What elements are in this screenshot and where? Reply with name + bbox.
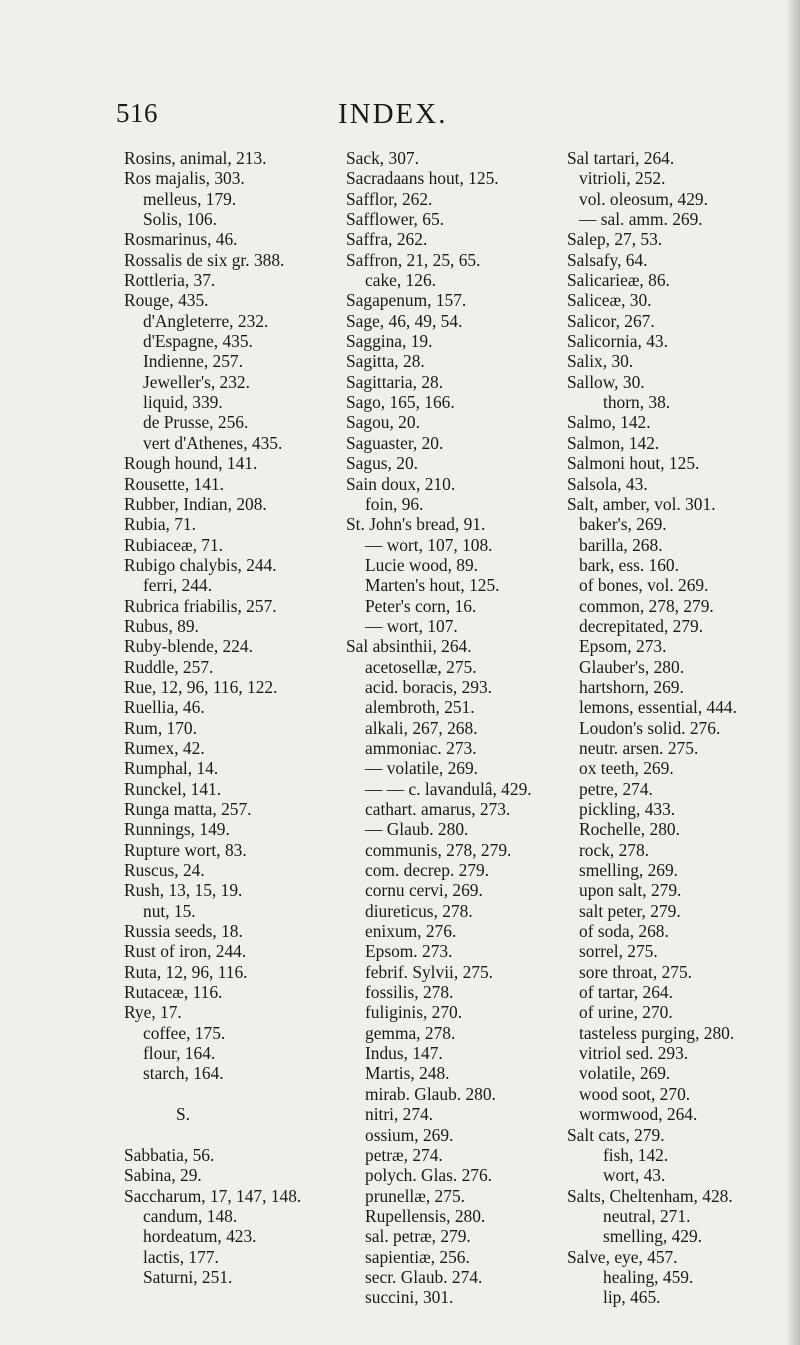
index-subentry: wort, 43. [603,1165,666,1186]
index-column-2 [346,148,566,1308]
index-subentry: succini, 301. [365,1287,454,1308]
index-subentry: liquid, 339. [143,392,223,413]
index-subentry: petre, 274. [579,778,653,799]
index-subentry: de Prusse, 256. [143,412,249,433]
index-entry: Sallow, 30. [567,371,645,392]
index-subentry: diureticus, 278. [365,900,473,921]
index-entry: St. John's bread, 91. [346,514,486,535]
index-subentry: Loudon's solid. 276. [579,717,721,738]
index-entry: Ruta, 12, 96, 116. [124,961,248,982]
index-subentry: thorn, 38. [603,392,671,413]
index-subentry: of bones, vol. 269. [579,575,709,596]
index-subentry: polych. Glas. 276. [365,1165,493,1186]
index-subentry: prunellæ, 275. [365,1185,465,1206]
index-subentry: nitri, 274. [365,1104,434,1125]
index-entry: Rubus, 89. [124,615,199,636]
index-subentry: Peter's corn, 16. [365,595,477,616]
index-entry: Rosins, animal, 213. [124,148,267,168]
index-entry: Rousette, 141. [124,473,224,494]
index-entry: Sal tartari, 264. [567,148,675,168]
index-subentry: common, 278, 279. [579,595,714,616]
index-entry: Salsafy, 64. [567,249,648,270]
index-entry: Sabina, 29. [124,1165,202,1186]
index-entry: Salve, eye, 457. [567,1246,678,1267]
index-subentry: barilla, 268. [579,534,663,555]
index-entry: Sagittaria, 28. [346,371,444,392]
index-entry: Saliceæ, 30. [567,290,652,311]
index-subentry: — wort, 107. [365,615,458,636]
index-subentry: upon salt, 279. [579,880,682,901]
index-subentry: volatile, 269. [579,1063,671,1084]
index-subentry: alkali, 267, 268. [365,717,478,738]
index-subentry: d'Angleterre, 232. [143,310,269,331]
index-entry: Salicor, 267. [567,310,655,331]
index-entry: Safflower, 65. [346,209,444,230]
index-subentry: Jeweller's, 232. [143,371,250,392]
index-subentry: — Glaub. 280. [365,819,469,840]
index-entry: Sagitta, 28. [346,351,425,372]
index-subentry: Epsom. 273. [365,941,453,962]
index-entry: Sacradaans hout, 125. [346,168,499,189]
index-entry: Saccharum, 17, 147, 148. [124,1185,302,1206]
index-entry: Saffron, 21, 25, 65. [346,249,481,270]
index-subentry: decrepitated, 279. [579,615,704,636]
index-subentry: lactis, 177. [143,1246,219,1267]
index-subentry: rock, 278. [579,839,650,860]
index-subentry: melleus, 179. [143,188,237,209]
index-subentry: d'Espagne, 435. [143,331,253,352]
index-subentry: — — c. lavandulâ, 429. [365,778,532,799]
index-entry: Sack, 307. [346,148,419,168]
index-entry: Salep, 27, 53. [567,229,663,250]
index-entry: Rumex, 42. [124,737,205,758]
index-entry: Rottleria, 37. [124,270,216,291]
index-subentry: sal. petræ, 279. [365,1226,471,1247]
index-entry: Runga matta, 257. [124,799,252,819]
index-subentry: cornu cervi, 269. [365,880,483,901]
index-subentry: petræ, 274. [365,1144,443,1165]
index-entry: Rossalis de six gr. 388. [124,249,285,270]
index-entry: Rubia, 71. [124,514,196,535]
index-entry: Sago, 165, 166. [346,392,455,413]
index-subentry: coffee, 175. [143,1022,226,1043]
index-entry: Rust of iron, 244. [124,941,247,962]
index-entry: Saggina, 19. [346,331,433,352]
index-subentry: hordeatum, 423. [143,1226,257,1247]
index-entry: Ruscus, 24. [124,860,205,881]
index-subentry: Indus, 147. [365,1043,443,1064]
index-subentry: starch, 164. [143,1063,224,1084]
index-entry: Russia seeds, 18. [124,921,243,942]
index-entry: Sal absinthii, 264. [346,636,472,657]
index-subentry: gemma, 278. [365,1022,456,1043]
index-subentry: foin, 96. [365,493,424,514]
index-subentry: — wort, 107, 108. [365,534,493,555]
page-binding-shadow [786,0,800,1345]
index-entry: Rubiaceæ, 71. [124,534,224,555]
index-subentry: — volatile, 269. [365,758,479,779]
index-entry: Rutaceæ, 116. [124,982,223,1003]
index-entry: Rue, 12, 96, 116, 122. [124,676,278,697]
index-subentry: smelling, 269. [579,860,679,881]
index-entry: Runnings, 149. [124,819,230,840]
blank-line [124,1084,339,1104]
index-entry: Sagus, 20. [346,453,418,474]
index-entry: Rouge, 435. [124,290,209,311]
index-subentry: flour, 164. [143,1043,216,1064]
index-subentry: of soda, 268. [579,921,669,942]
index-subentry: ox teeth, 269. [579,758,674,779]
index-entry: Ros majalis, 303. [124,168,245,189]
index-entry: Runckel, 141. [124,778,222,799]
index-subentry: salt peter, 279. [579,900,681,921]
index-entry: Salmo, 142. [567,412,651,433]
index-subentry: acetosellæ, 275. [365,656,477,677]
index-subentry: alembroth, 251. [365,697,475,718]
index-entry: Sagapenum, 157. [346,290,467,311]
section-letter: S. [176,1104,191,1125]
index-subentry: acid. boracis, 293. [365,676,493,697]
index-subentry: vert d'Athenes, 435. [143,432,283,453]
index-subentry: febrif. Sylvii, 275. [365,961,494,982]
index-entry: Rush, 13, 15, 19. [124,880,243,901]
index-subentry: fish, 142. [603,1144,669,1165]
index-entry: Saffra, 262. [346,229,428,250]
index-subentry: fuliginis, 270. [365,1002,463,1023]
index-subentry: secr. Glaub. 274. [365,1266,483,1287]
index-entry: Salicornia, 43. [567,331,668,352]
index-subentry: enixum, 276. [365,921,457,942]
index-entry: Ruby-blende, 224. [124,636,253,657]
index-subentry: Glauber's, 280. [579,656,685,677]
index-subentry: Rupellensis, 280. [365,1205,486,1226]
index-subentry: Rochelle, 280. [579,819,680,840]
index-subentry: Martis, 248. [365,1063,450,1084]
index-entry: Safflor, 262. [346,188,433,209]
index-column-1 [124,148,339,1287]
index-subentry: lemons, essential, 444. [579,697,737,718]
index-subentry: Marten's hout, 125. [365,575,500,596]
index-subentry: neutral, 271. [603,1205,691,1226]
index-subentry: of tartar, 264. [579,982,673,1003]
index-subentry: hartshorn, 269. [579,676,684,697]
index-subentry: neutr. arsen. 275. [579,737,699,758]
index-subentry: baker's, 269. [579,514,667,535]
index-subentry: Solis, 106. [143,209,217,230]
index-entry: Salt cats, 279. [567,1124,665,1145]
index-subentry: — sal. amm. 269. [579,209,703,230]
index-subentry: bark, ess. 160. [579,554,679,575]
index-subentry: com. decrep. 279. [365,860,490,881]
index-entry: Rough hound, 141. [124,453,258,474]
index-subentry: communis, 278, 279. [365,839,512,860]
index-subentry: sore throat, 275. [579,961,693,982]
index-entry: Salsola, 43. [567,473,648,494]
index-subentry: wood soot, 270. [579,1083,691,1104]
index-subentry: Epsom, 273. [579,636,667,657]
index-entry: Ruddle, 257. [124,656,214,677]
index-subentry: ossium, 269. [365,1124,454,1145]
index-entry: Rubigo chalybis, 244. [124,554,277,575]
index-entry: Rubber, Indian, 208. [124,493,267,514]
index-entry: Sain doux, 210. [346,473,456,494]
index-entry: Rubrica friabilis, 257. [124,595,277,616]
index-subentry: nut, 15. [143,900,196,921]
index-subentry: Indienne, 257. [143,351,243,372]
index-subentry: sapientiæ, 256. [365,1246,470,1267]
index-entry: Salicarieæ, 86. [567,270,670,291]
index-entry: Rumphal, 14. [124,758,219,779]
index-subentry: cake, 126. [365,270,436,291]
index-subentry: of urine, 270. [579,1002,673,1023]
index-subentry: Lucie wood, 89. [365,554,479,575]
index-subentry: ferri, 244. [143,575,213,596]
running-head-title: INDEX. [338,98,448,130]
index-subentry: tasteless purging, 280. [579,1022,735,1043]
index-subentry: mirab. Glaub. 280. [365,1083,496,1104]
index-subentry: fossilis, 278. [365,982,454,1003]
index-subentry: pickling, 433. [579,799,676,819]
index-subentry: vitrioli, 252. [579,168,666,189]
index-subentry: ammoniac. 273. [365,737,477,758]
index-subentry: sorrel, 275. [579,941,658,962]
index-column-3 [567,148,793,1308]
index-subentry: lip, 465. [603,1287,661,1308]
index-entry: Rupture wort, 83. [124,839,247,860]
index-entry: Salix, 30. [567,351,634,372]
index-entry: Salt, amber, vol. 301. [567,493,716,514]
index-entry: Rosmarinus, 46. [124,229,238,250]
index-entry: Sage, 46, 49, 54. [346,310,463,331]
index-entry: Sabbatia, 56. [124,1144,215,1165]
index-entry: Rye, 17. [124,1002,182,1023]
index-subentry: vol. oleosum, 429. [579,188,708,209]
index-entry: Salmon, 142. [567,432,660,453]
index-subentry: vitriol sed. 293. [579,1043,689,1064]
index-subentry: healing, 459. [603,1266,694,1287]
index-entry: Salts, Cheltenham, 428. [567,1185,733,1206]
blank-line [124,1125,339,1145]
page-number: 516 [116,98,158,128]
index-subentry: smelling, 429. [603,1226,703,1247]
index-entry: Rum, 170. [124,717,197,738]
index-subentry: candum, 148. [143,1205,238,1226]
index-subentry: cathart. amarus, 273. [365,799,511,819]
index-subentry: Saturni, 251. [143,1266,233,1287]
index-entry: Ruellia, 46. [124,697,205,718]
index-entry: Sagou, 20. [346,412,420,433]
index-entry: Salmoni hout, 125. [567,453,700,474]
index-subentry: wormwood, 264. [579,1104,698,1125]
index-entry: Saguaster, 20. [346,432,444,453]
